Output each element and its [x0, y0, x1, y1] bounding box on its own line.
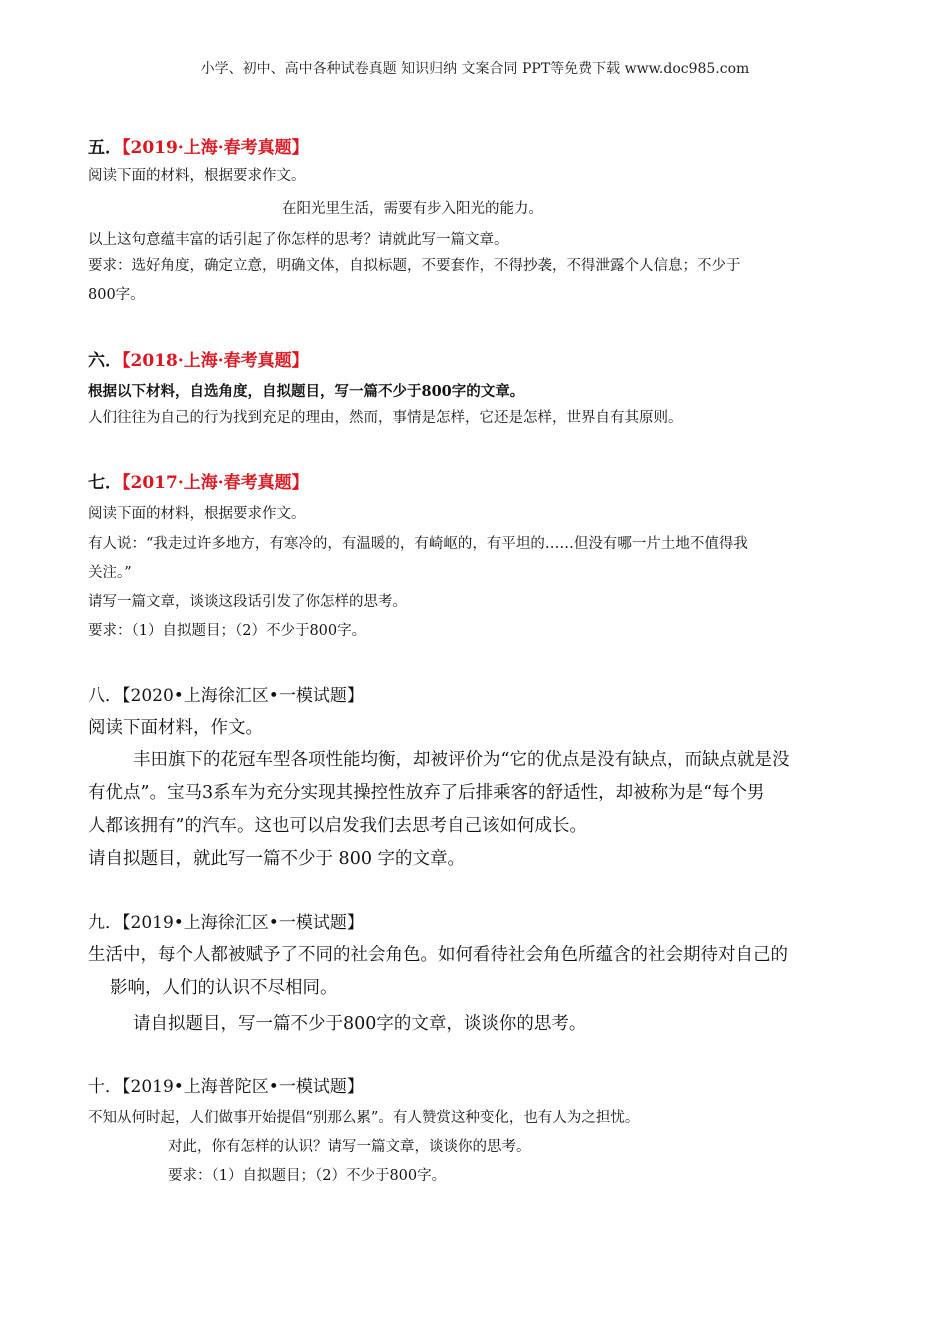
q5-line: 800字。	[88, 287, 145, 303]
q5-number: 五．	[88, 138, 122, 158]
q5-requirement: 要求：选好角度，确定立意，明确文体，自拟标题，不要套作，不得抄袭，不得泄露个人信息；不少于	[88, 258, 741, 274]
q9-line: 生活中，每个人都被赋予了不同的社会角色。如何看待社会角色所蕴含的社会期待对自己的	[88, 945, 788, 965]
q6-instruction: 根据以下材料，自选角度，自拟题目，写一篇不少于800字的文章。	[88, 383, 525, 400]
q7-line: 有人说：“我走过许多地方，有寒冷的，有温暖的，有崎岖的，有平坦的……但没有哪一片土地不值得我	[88, 536, 748, 552]
q8-line: 阅读下面材料，作文。	[88, 718, 263, 738]
q10-requirement: 要求：（1）自拟题目；（2）不少于800字。	[168, 1168, 447, 1184]
q10-line: 对此，你有怎样的认识？请写一篇文章，谈谈你的思考。	[168, 1139, 531, 1155]
q7-heading	[88, 468, 309, 493]
q8-line: 丰田旗下的花冠车型各项性能均衡，却被评价为“它的优点是没有缺点，而缺点就是没	[133, 750, 790, 770]
q7-number: 七．	[88, 473, 122, 493]
q7-tag: 【2017·上海·春考真题】	[122, 473, 309, 493]
q7-line: 阅读下面的材料，根据要求作文。	[88, 506, 306, 522]
q7-line: 请写一篇文章，谈谈这段话引发了你怎样的思考。	[88, 594, 407, 610]
q8-line: 有优点”。宝马3系车为充分实现其操控性放弃了后排乘客的舒适性，却被称为是“每个男	[88, 783, 765, 803]
page-header: 小学、初中、高中各种试卷真题 知识归纳 文案合同 PPT等免费下载 www.doc985.com	[200, 61, 750, 77]
q8-line: 人都该拥有”的汽车。这也可以启发我们去思考自己该如何成长。	[88, 816, 587, 836]
q9-line: 影响，人们的认识不尽相同。	[110, 978, 338, 998]
q10-line: 不知从何时起，人们做事开始提倡“别那么累”。有人赞赏这种变化，也有人为之担忧。	[88, 1110, 640, 1126]
q6-tag: 【2018·上海·春考真题】	[122, 351, 309, 371]
q6-heading	[88, 346, 309, 371]
q9-line: 请自拟题目，写一篇不少于800字的文章，谈谈你的思考。	[133, 1014, 587, 1034]
q6-number: 六．	[88, 351, 122, 371]
q7-requirement: 要求：（1）自拟题目；（2）不少于800字。	[88, 623, 367, 639]
q5-heading	[88, 133, 309, 158]
q7-line: 关注。”	[88, 565, 132, 581]
q5-line: 阅读下面的材料，根据要求作文。	[88, 168, 306, 184]
q10-heading: 十．【2019•上海普陀区•一模试题】	[88, 1077, 364, 1097]
q9-heading: 九．【2019•上海徐汇区•一模试题】	[88, 913, 364, 933]
q6-material: 人们往往为自己的行为找到充足的理由，然而，事情是怎样，它还是怎样，世界自有其原则。	[88, 410, 683, 426]
q8-line: 请自拟题目，就此写一篇不少于 800 字的文章。	[88, 849, 466, 869]
q5-line: 以上这句意蕴丰富的话引起了你怎样的思考？请就此写一篇文章。	[88, 232, 509, 248]
q5-tag: 【2019·上海·春考真题】	[122, 138, 309, 158]
q5-quote: 在阳光里生活，需要有步入阳光的能力。	[282, 201, 543, 217]
q8-heading: 八．【2020•上海徐汇区•一模试题】	[88, 686, 364, 706]
